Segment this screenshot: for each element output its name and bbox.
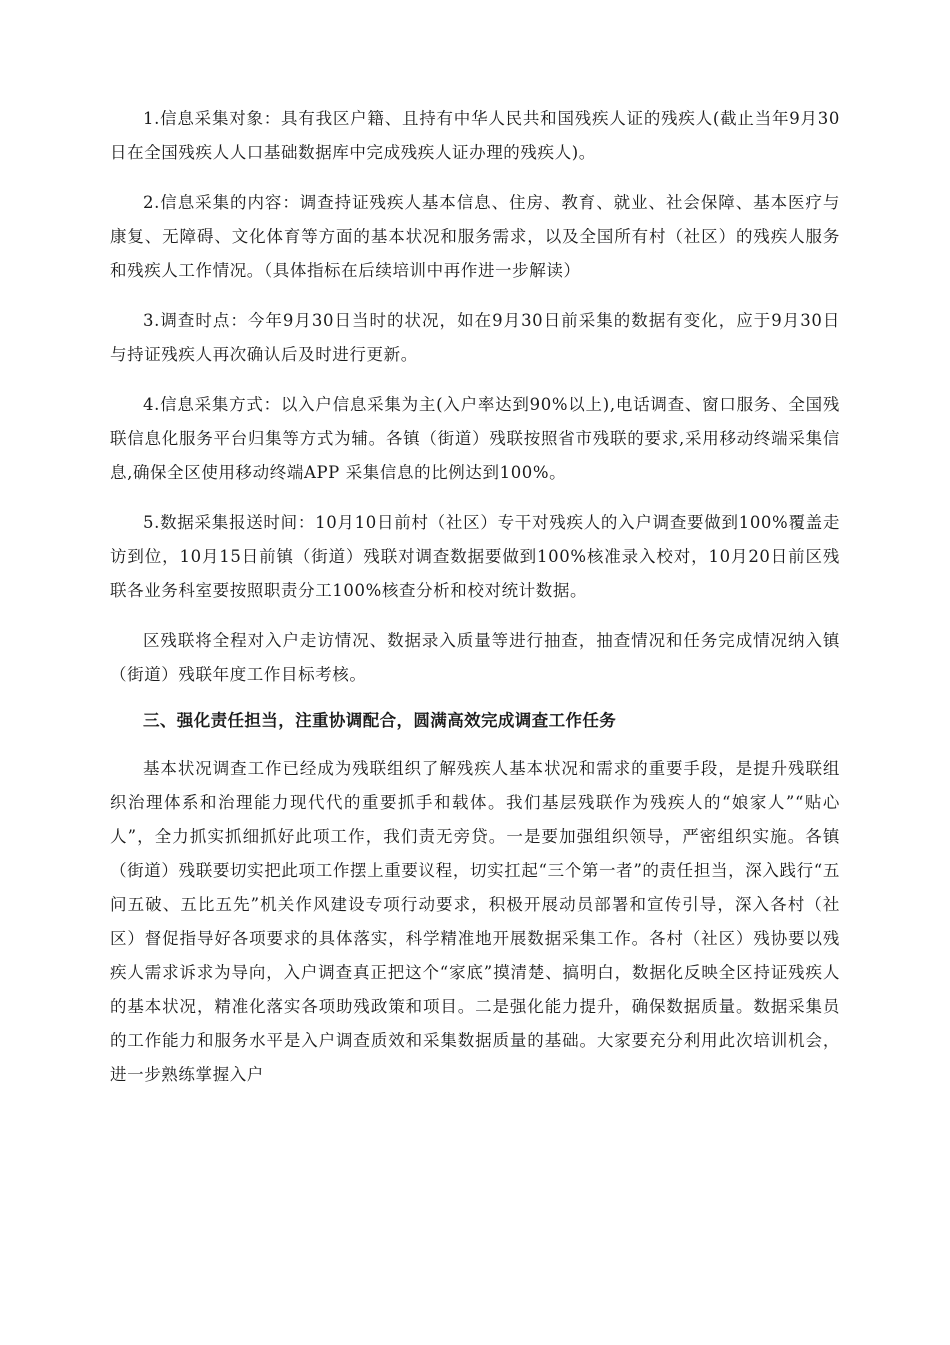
paragraph-survey-time: 3.调查时点：今年9月30日当时的状况，如在9月30日前采集的数据有变化，应于9月30日与持证残疾人再次确认后及时进行更新。 <box>110 311 840 364</box>
paragraph-spot-check: 区残联将全程对入户走访情况、数据录入质量等进行抽查，抽查情况和任务完成情况纳入镇（街道）残联年度工作目标考核。 <box>110 631 840 684</box>
paragraph-report-schedule: 5.数据采集报送时间：10月10日前村（社区）专干对残疾人的入户调查要做到100%覆盖走访到位，10月15日前镇（街道）残联对调查数据要做到100%核准录入校对，10月20日前区残联各业务科室要按照职责分工100%核查分析和校对统计数据。 <box>110 513 840 600</box>
paragraph-collection-method: 4.信息采集方式：以入户信息采集为主(入户率达到90%以上),电话调查、窗口服务、全国残联信息化服务平台归集等方式为辅。各镇（街道）残联按照省市残联的要求,采用移动终端采集信息,确保全区使用移动终端APP 采集信息的比例达到100%。 <box>110 395 840 482</box>
paragraph-collection-content: 2.信息采集的内容：调查持证残疾人基本信息、住房、教育、就业、社会保障、基本医疗与康复、无障碍、文化体育等方面的基本状况和服务需求，以及全国所有村（社区）的残疾人服务和残疾人工作情况。（具体指标在后续培训中再作进一步解读） <box>110 193 840 280</box>
document-page <box>110 102 840 1108</box>
paragraph-closing: 基本状况调查工作已经成为残联组织了解残疾人基本状况和需求的重要手段，是提升残联组织治理体系和治理能力现代代的重要抓手和载体。我们基层残联作为残疾人的“娘家人”“贴心人”，全力抓实抓细抓好此项工作，我们责无旁贷。一是要加强组织领导，严密组织实施。各镇（街道）残联要切实把此项工作摆上重要议程，切实扛起“三个第一者”的责任担当，深入践行“五问五破、五比五先”机关作风建设专项行动要求，积极开展动员部署和宣传引导，深入各村（社区）督促指导好各项要求的具体落实，科学精准地开展数据采集工作。各村（社区）残协要以残疾人需求诉求为导向，入户调查真正把这个“家底”摸清楚、搞明白，数据化反映全区持证残疾人的基本状况，精准化落实各项助残政策和项目。二是强化能力提升，确保数据质量。数据采集员的工作能力和服务水平是入户调查质效和采集数据质量的基础。大家要充分利用此次培训机会，进一步熟练掌握入户 <box>110 759 840 1084</box>
paragraph-collection-target: 1.信息采集对象：具有我区户籍、且持有中华人民共和国残疾人证的残疾人(截止当年9月30日在全国残疾人人口基础数据库中完成残疾人证办理的残疾人)。 <box>110 109 840 162</box>
section-heading: 三、强化责任担当，注重协调配合，圆满高效完成调查工作任务 <box>143 711 617 730</box>
